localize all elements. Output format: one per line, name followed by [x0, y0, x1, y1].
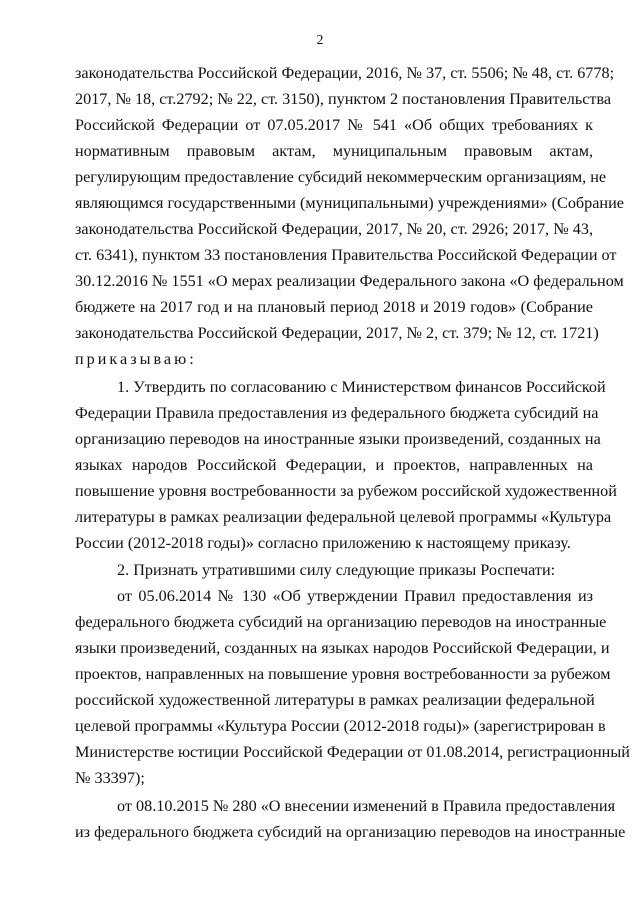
text-line: российской художественной литературы в рамках реализации федеральной [75, 691, 595, 709]
text-line: нормативным правовым актам, муниципальным правовым актам, [75, 142, 593, 160]
text-line: регулирующим предоставление субсидий некоммерческим организациям, не [75, 168, 607, 186]
text-line: из федерального бюджета субсидий на организацию переводов на иностранные [75, 823, 626, 841]
text-line: от 05.06.2014 № 130 «Об утверждении Правил предоставления из [117, 587, 593, 605]
text-line: 2017, № 18, ст.2792; № 22, ст. 3150), пунктом 2 постановления Правительства [75, 90, 612, 108]
text-line: Министерстве юстиции Российской Федерации от 01.08.2014, регистрационный [75, 743, 630, 761]
text-line: проектов, направленных на повышение уровня востребованности за рубежом [75, 665, 611, 683]
text-line: федерального бюджета субсидий на организацию переводов на иностранные [75, 613, 607, 631]
text-line: организацию переводов на иностранные языки произведений, созданных на [75, 430, 601, 448]
text-line: являющимся государственными (муниципальными) учреждениями» (Собрание [75, 194, 624, 212]
text-line: бюджете на 2017 год и на плановый период 2018 и 2019 годов» (Собрание [75, 298, 593, 316]
text-line: законодательства Российской Федерации, 2017, № 20, ст. 2926; 2017, № 43, [75, 220, 593, 238]
text-line: Российской Федерации от 07.05.2017 № 541 «Об общих требованиях к [75, 116, 593, 134]
text-line: законодательства Российской Федерации, 2017, № 2, ст. 379; № 12, ст. 1721) [75, 324, 599, 342]
text-line: 1. Утвердить по согласованию с Министерством финансов Российской [117, 378, 606, 396]
text-line: приказываю: [75, 350, 197, 368]
text-line: законодательства Российской Федерации, 2016, № 37, ст. 5506; № 48, ст. 6778; [75, 64, 615, 82]
text-line: ст. 6341), пунктом 33 постановления Правительства Российской Федерации от [75, 246, 617, 264]
text-line: России (2012-2018 годы)» согласно приложению к настоящему приказу. [75, 534, 571, 552]
text-line: 30.12.2016 № 1551 «О мерах реализации Федерального закона «О федеральном [75, 272, 624, 290]
text-line: языки произведений, созданных на языках народов Российской Федерации, и [75, 639, 610, 657]
text-line: Федерации Правила предоставления из федерального бюджета субсидий на [75, 404, 599, 422]
text-line: повышение уровня востребованности за рубежом российской художественной [75, 482, 617, 500]
text-line: от 08.10.2015 № 280 «О внесении изменений в Правила предоставления [117, 797, 616, 815]
text-line: целевой программы «Культура России (2012-2018 годы)» (зарегистрирован в [75, 717, 606, 735]
text-line: 2. Признать утратившими силу следующие приказы Роспечати: [117, 561, 556, 579]
page-number: 2 [316, 33, 324, 48]
text-line: № 33397); [75, 769, 145, 787]
text-line: языках народов Российской Федерации, и проектов, направленных на [75, 456, 593, 474]
text-line: литературы в рамках реализации федеральной целевой программы «Культура [75, 508, 612, 526]
